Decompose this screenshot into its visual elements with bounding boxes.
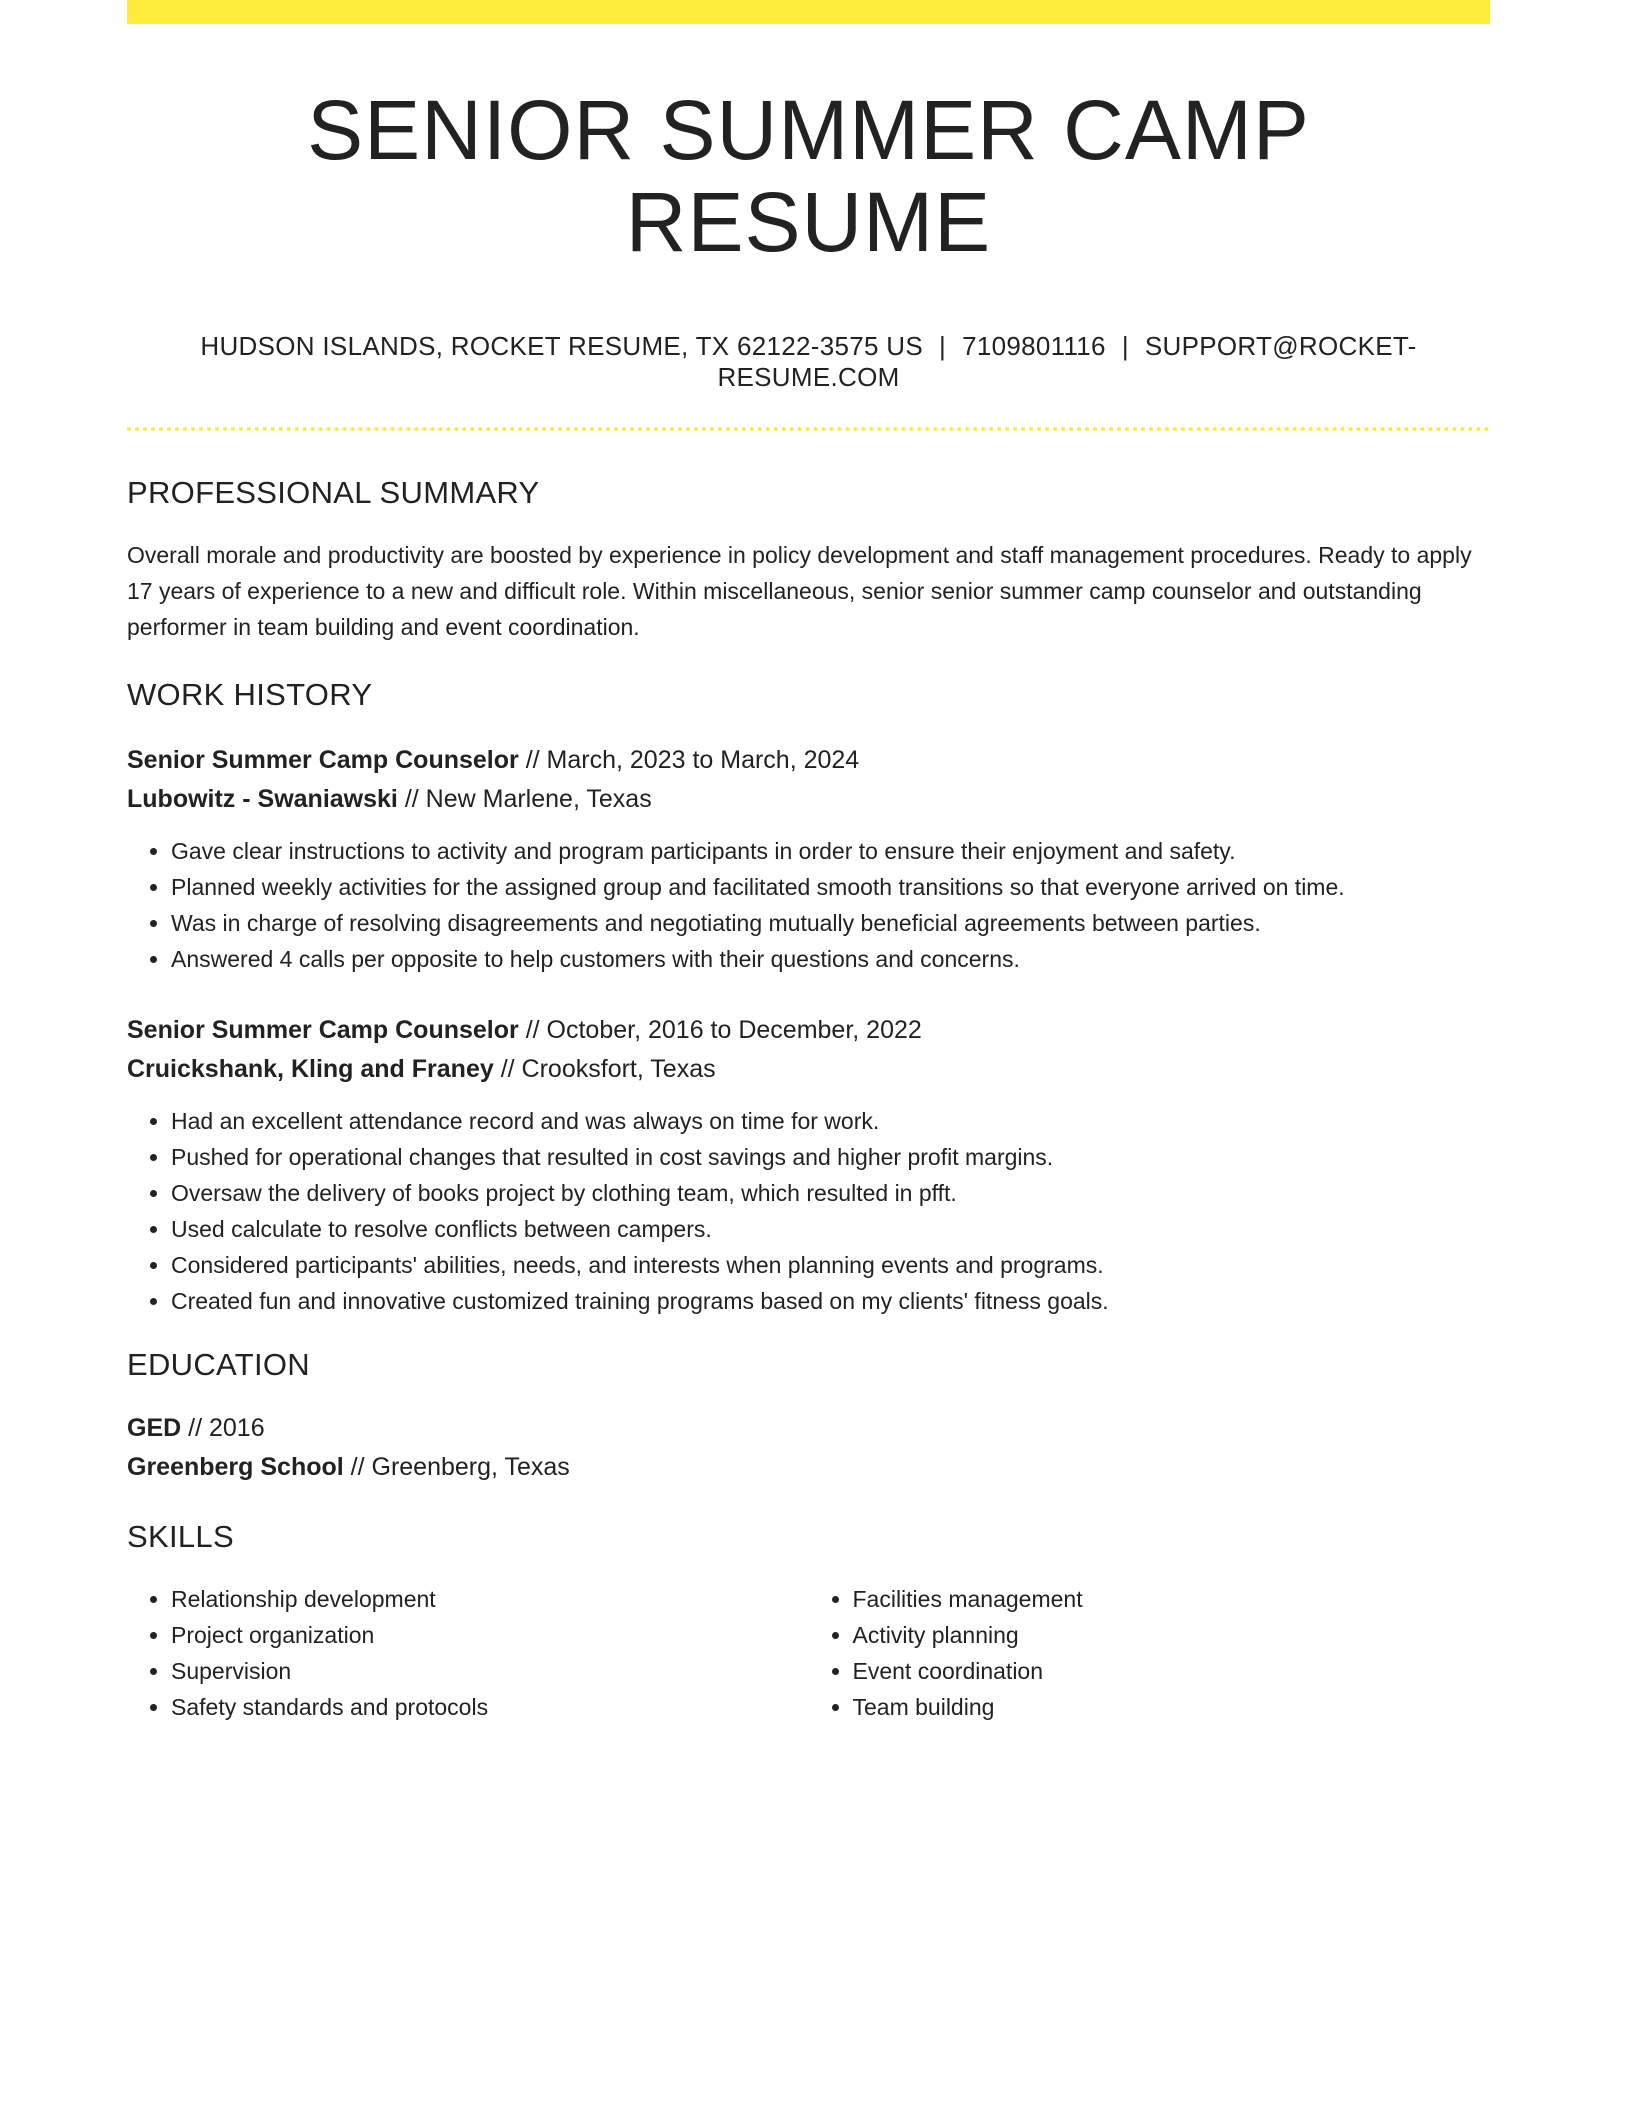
skill-item: • Relationship development xyxy=(171,1581,809,1617)
contact-address: HUDSON ISLANDS, ROCKET RESUME, TX 62122-3575 US xyxy=(200,330,924,361)
job-entry xyxy=(127,1011,1490,1319)
section-title-skills: SKILLS xyxy=(127,1518,234,1554)
job-bullet: • Pushed for operational changes that resulted in cost savings and higher profit margins. xyxy=(171,1139,1490,1175)
education-degree-line xyxy=(127,1409,1490,1448)
job-bullets xyxy=(127,1103,1490,1319)
section-title-work-history: WORK HISTORY xyxy=(127,676,373,712)
skill-item: • Event coordination xyxy=(853,1653,1491,1689)
summary-text: Overall morale and productivity are boosted by experience in policy development and staff management procedures. Ready to apply 17 years of experience to a new and difficult role. Within miscellaneous, senior senior summer camp counselor and outstanding performer in team building and event coordination. xyxy=(127,541,1472,640)
job-bullet: • Oversaw the delivery of books project by clothing team, which resulted in pfft. xyxy=(171,1175,1490,1211)
skill-item: • Facilities management xyxy=(853,1581,1491,1617)
skill-item: • Safety standards and protocols xyxy=(171,1689,809,1725)
job-bullet: • Planned weekly activities for the assigned group and facilitated smooth transitions so that everyone arrived on time. xyxy=(171,869,1490,905)
job-company: Cruickshank, Kling and Franey xyxy=(127,1054,494,1083)
job-bullet: • Used calculate to resolve conflicts between campers. xyxy=(171,1211,1490,1247)
accent-top-bar xyxy=(127,0,1490,24)
job-bullet: • Created fun and innovative customized training programs based on my clients' fitness goals. xyxy=(171,1283,1490,1319)
section-title-summary: PROFESSIONAL SUMMARY xyxy=(127,474,540,510)
job-location: // Crooksfort, Texas xyxy=(500,1054,716,1083)
job-company: Lubowitz - Swaniawski xyxy=(127,784,398,813)
contact-phone: 7109801116 xyxy=(962,330,1106,361)
skills-list-right xyxy=(809,1581,1491,1725)
education-location: // Greenberg, Texas xyxy=(350,1452,570,1481)
job-entry xyxy=(127,741,1490,977)
education-degree: GED xyxy=(127,1413,182,1442)
skills-list-left xyxy=(127,1581,809,1725)
job-role: Senior Summer Camp Counselor xyxy=(127,745,519,774)
skill-item: • Supervision xyxy=(171,1653,809,1689)
skill-item: • Team building xyxy=(853,1689,1491,1725)
education-school-line xyxy=(127,1448,1490,1487)
job-role-line xyxy=(127,1011,1490,1050)
job-company-line xyxy=(127,1050,1490,1089)
job-bullet: • Gave clear instructions to activity and program participants in order to ensure their enjoyment and safety. xyxy=(171,833,1490,869)
job-dates: // October, 2016 to December, 2022 xyxy=(525,1015,922,1044)
section-title-education: EDUCATION xyxy=(127,1346,310,1382)
job-bullet: • Was in charge of resolving disagreements and negotiating mutually beneficial agreements between parties. xyxy=(171,905,1490,941)
job-company-line xyxy=(127,780,1490,819)
job-role: Senior Summer Camp Counselor xyxy=(127,1015,519,1044)
education-entry xyxy=(127,1409,1490,1487)
skills-columns xyxy=(127,1581,1490,1725)
job-dates: // March, 2023 to March, 2024 xyxy=(525,745,860,774)
contact-separator: | xyxy=(1121,330,1129,361)
job-bullets xyxy=(127,833,1490,977)
job-bullet: • Considered participants' abilities, needs, and interests when planning events and programs. xyxy=(171,1247,1490,1283)
job-bullet: • Had an excellent attendance record and was always on time for work. xyxy=(171,1103,1490,1139)
skill-item: • Activity planning xyxy=(853,1617,1491,1653)
job-bullet: • Answered 4 calls per opposite to help customers with their questions and concerns. xyxy=(171,941,1490,977)
contact-email: SUPPORT@ROCKET-RESUME.COM xyxy=(717,330,1417,392)
education-year: // 2016 xyxy=(188,1413,265,1442)
contact-separator: | xyxy=(939,330,947,361)
education-school: Greenberg School xyxy=(127,1452,344,1481)
skill-item: • Project organization xyxy=(171,1617,809,1653)
contact-line xyxy=(127,331,1490,393)
dotted-divider xyxy=(127,427,1490,431)
job-role-line xyxy=(127,741,1490,780)
resume-page xyxy=(127,0,1490,1725)
job-location: // New Marlene, Texas xyxy=(404,784,652,813)
resume-title: SENIOR SUMMER CAMP RESUME xyxy=(307,83,1310,270)
